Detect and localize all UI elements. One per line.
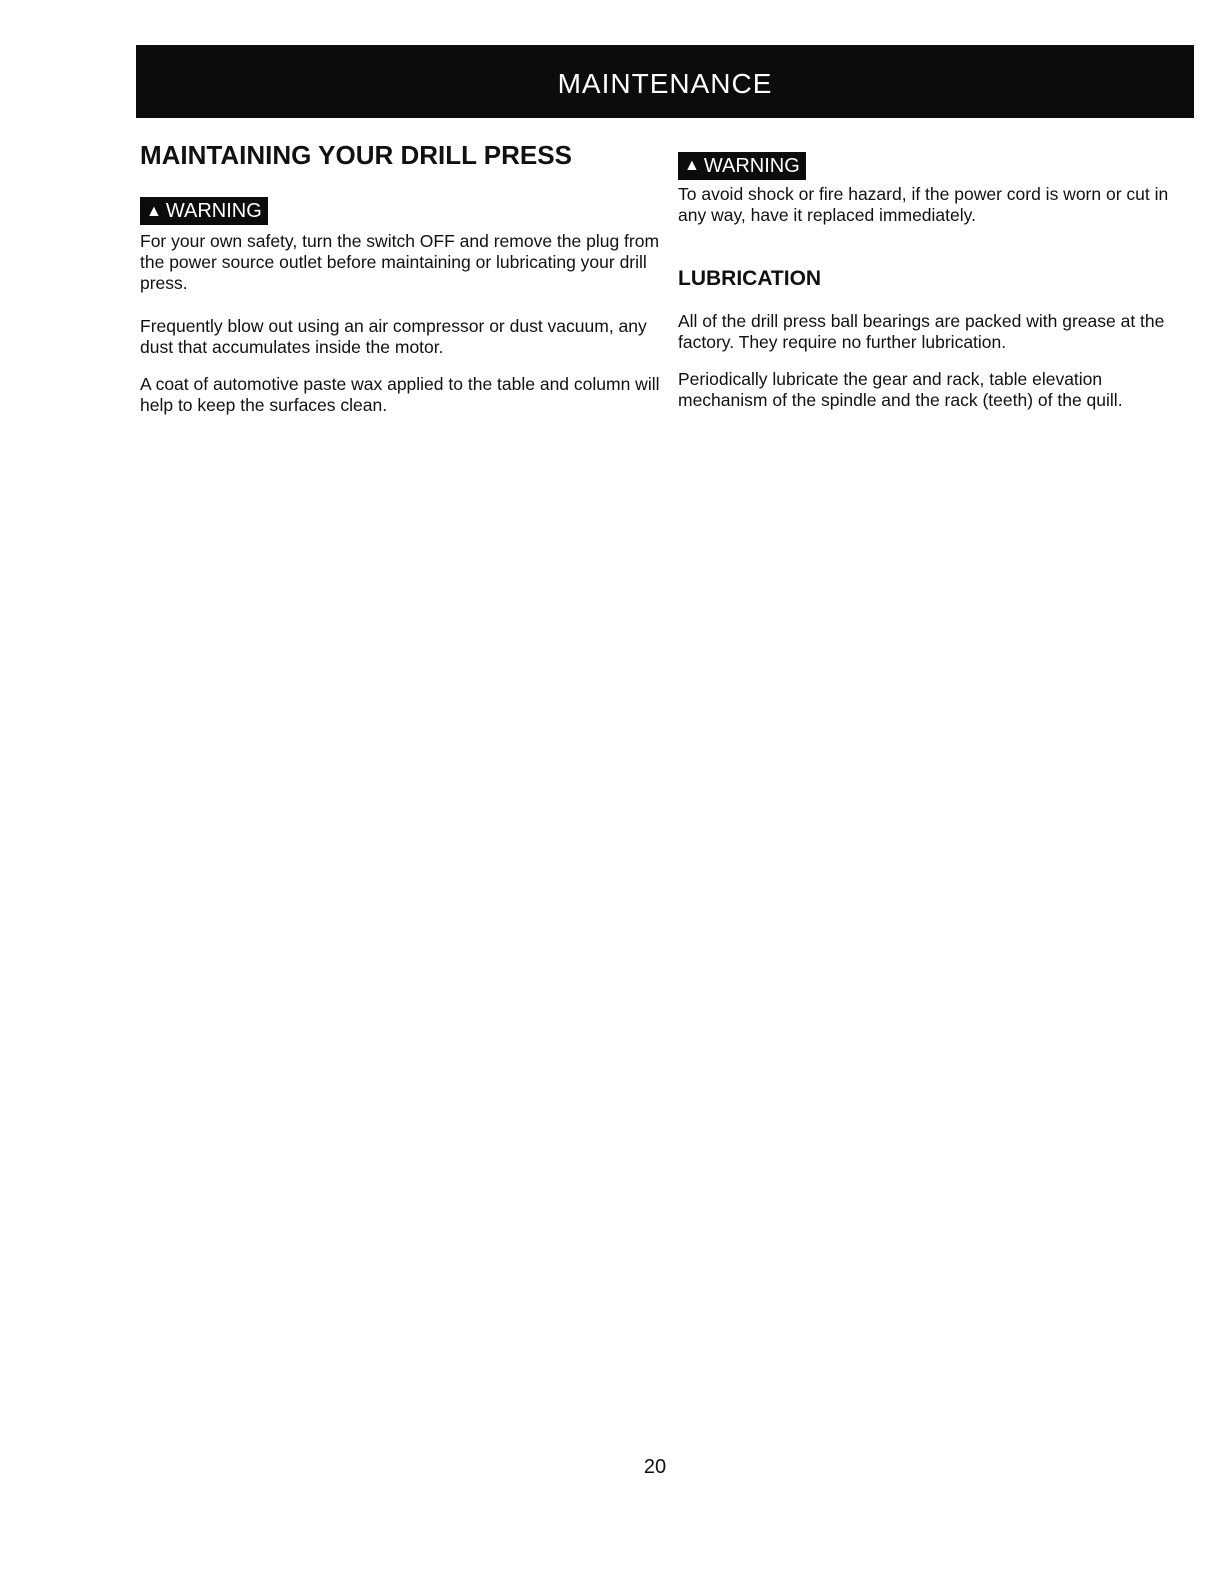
warning-triangle-icon: ▲ — [684, 157, 700, 175]
warning-label: WARNING — [703, 155, 800, 177]
warning-badge-right — [678, 152, 806, 180]
section-header-bar — [136, 45, 1194, 118]
warning-text-left: For your own safety, turn the switch OFF and remove the plug from the power source outlet before maintaining or lubricating your drill press. — [140, 231, 660, 294]
dust-paragraph: Frequently blow out using an air compressor or dust vacuum, any dust that accumulates inside the motor. — [140, 316, 647, 358]
warning-triangle-icon: ▲ — [146, 202, 162, 220]
lubrication-title: LUBRICATION — [678, 267, 822, 290]
warning-label: WARNING — [165, 200, 262, 223]
maintaining-title: MAINTAINING YOUR DRILL PRESS — [140, 140, 572, 170]
wax-paragraph: A coat of automotive paste wax applied to the table and column will help to keep the surfaces clean. — [140, 374, 660, 416]
lubricate-paragraph: Periodically lubricate the gear and rack, table elevation mechanism of the spindle and the rack (teeth) of the quill. — [678, 369, 1123, 411]
left-column — [140, 140, 660, 416]
right-column — [678, 140, 1183, 411]
page-number: 20 — [643, 1456, 667, 1478]
warning-text-right: To avoid shock or fire hazard, if the power cord is worn or cut in any way, have it replaced immediately. — [678, 184, 1169, 225]
warning-badge-left — [140, 197, 268, 225]
section-header-title: MAINTENANCE — [557, 67, 773, 99]
bearings-paragraph: All of the drill press ball bearings are packed with grease at the factory. They require no further lubrication. — [678, 311, 1165, 353]
